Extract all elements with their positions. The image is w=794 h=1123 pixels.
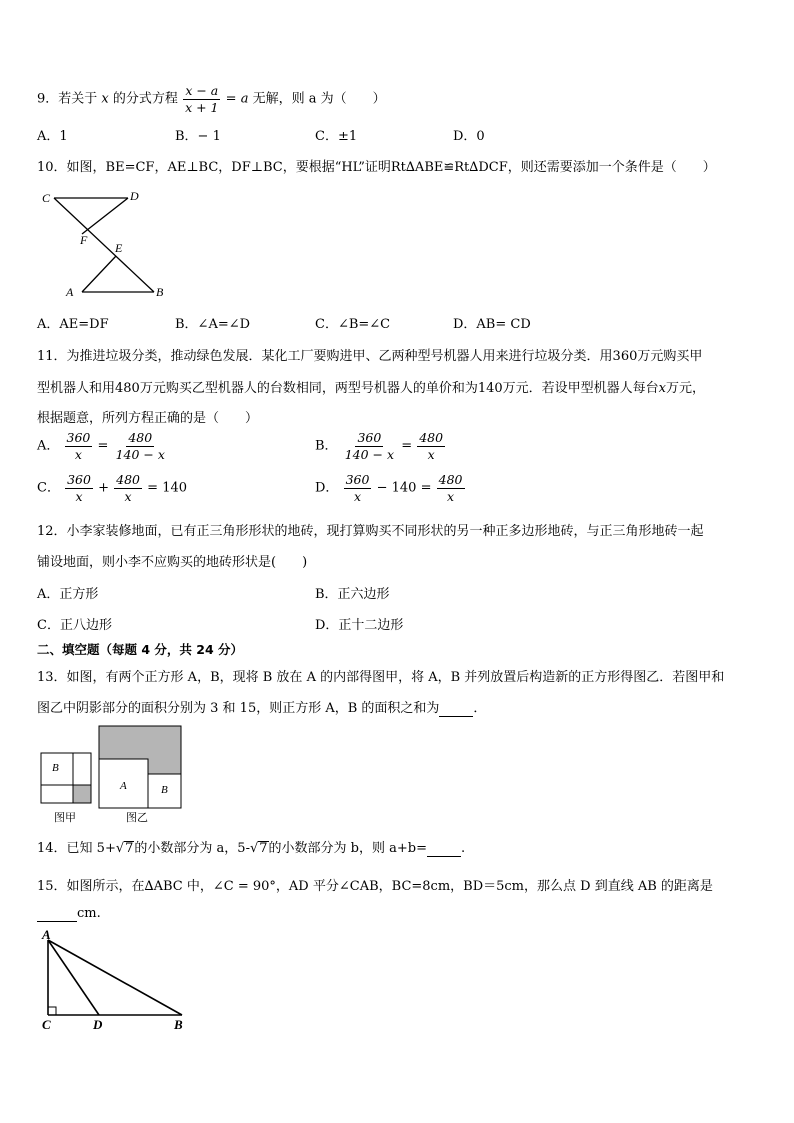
section-heading: 二、填空题（每题 4 分，共 24 分）	[37, 642, 244, 657]
q14-sqrt-sign-1: √	[115, 841, 125, 856]
q13-line-2	[37, 697, 486, 717]
q12-option-b: B．正六边形	[315, 587, 390, 602]
q11-c-op-2: =	[147, 480, 159, 496]
q15-side-ab	[48, 940, 182, 1015]
q12-line-1: 12．小李家装修地面，已有正三角形形状的地砖，现打算购买不同形状的另一种正多边形地砖，与正三角形地砖一起	[37, 524, 704, 539]
q10-option-d: D．AB= CD	[453, 317, 531, 332]
q15-label-b: B	[174, 1017, 183, 1032]
q11-a-frac-1	[65, 430, 93, 462]
q11-var-x: x	[658, 381, 666, 396]
q11-option-b-letter: B．	[315, 438, 338, 454]
q11-option-b	[315, 430, 446, 462]
q9-var-a: a	[240, 91, 249, 107]
q12-option-c: C．正八边形	[37, 618, 112, 633]
q11-d-op-2: =	[420, 480, 432, 496]
q9-text-1: 9．若关于	[37, 91, 98, 107]
q10-label-b: B	[156, 285, 164, 299]
q13-label-a2: A	[120, 780, 127, 792]
q11-option-c	[37, 472, 187, 504]
q10-option-b: B．∠A=∠D	[175, 317, 251, 332]
q11-option-d	[315, 472, 466, 504]
q10-line-df	[82, 198, 128, 234]
q11-c-frac-1	[65, 472, 93, 504]
q9-equals: =	[225, 91, 237, 107]
q11-a-frac-2	[114, 430, 167, 462]
q11-a-num-2: 480	[128, 430, 153, 445]
q11-option-d-letter: D．	[315, 480, 339, 496]
q11-line-1: 11．为推进垃圾分类，推动绿色发展．某化工厂要购进甲、乙两种型号机器人用来进行垃圾分类．用360万元购买甲	[37, 349, 703, 364]
q10-label-c: C	[42, 191, 51, 205]
q11-c-const: 140	[162, 480, 188, 496]
q11-line-3: 根据题意，所列方程正确的是（ ）	[37, 411, 259, 426]
q11-d-op-1: −	[376, 480, 388, 496]
q11-d-den-2: x	[447, 488, 455, 504]
q11-a-den-1: x	[74, 446, 82, 462]
q13-label-b1: B	[52, 762, 59, 774]
q13-line-1: 13．如图，有两个正方形 A，B，现将 B 放在 A 的内部得图甲，将 A，B 并列放置后构造新的正方形得图乙．若图甲和	[37, 670, 725, 685]
q14-stem	[37, 837, 465, 857]
q15-line-2-text: cm.	[77, 906, 101, 921]
q15-label-a: A	[42, 927, 51, 942]
q11-option-a-letter: A．	[37, 438, 60, 454]
q10-label-a: A	[66, 285, 74, 299]
q10-stem: 10．如图，BE=CF，AE⊥BC，DF⊥BC，要根据“HL”证明Rt∆ABE≌Rt∆DCF，则还需要添加一个条件是（ ）	[37, 160, 716, 175]
q13-line-2-text: 图乙中阴影部分的面积分别为 3 和 15，则正方形 A，B 的面积之和为	[37, 701, 440, 716]
q11-d-num-1: 360	[345, 472, 370, 487]
q10-line-cb	[54, 198, 154, 292]
q11-line-2-text: 型机器人和用480万元购买乙型机器人的台数相同，两型号机器人的单价和为140万元．若设甲型机器人每台	[37, 381, 659, 396]
q13-caption-yi: 图乙	[126, 812, 148, 823]
q11-b-den-1: 140 − x	[344, 446, 395, 462]
q13-caption-jia: 图甲	[54, 812, 76, 823]
q11-c-num-1: 360	[67, 472, 91, 487]
q9-option-a: A．1	[37, 129, 68, 144]
q11-line-2-end: 万元，	[665, 381, 705, 396]
q9-text-2: 的分式方程	[112, 91, 178, 107]
q11-b-num-2: 480	[419, 430, 444, 445]
q10-option-c: C．∠B=∠C	[315, 317, 391, 332]
q14-text-3: 的小数部分为 b，则 a+b=	[268, 841, 427, 856]
q11-a-num-1: 360	[66, 430, 91, 445]
q14-text-1: 14．已知 5+	[37, 841, 116, 856]
q11-line-2	[37, 377, 705, 396]
q10-figure	[36, 186, 176, 304]
q15-bisector-ad	[48, 940, 99, 1015]
q15-answer-blank[interactable]	[37, 906, 77, 922]
q15-line-2	[37, 906, 101, 922]
q12-line-2: 铺设地面，则小李不应购买的地砖形状是( )	[37, 555, 308, 570]
q11-d-const: 140	[391, 480, 417, 496]
q13-label-b2: B	[161, 784, 168, 796]
q11-b-num-1: 360	[357, 430, 382, 445]
q11-d-den-1: x	[353, 488, 362, 504]
q11-option-a	[37, 430, 168, 462]
q10-label-d: D	[130, 189, 139, 203]
q15-label-d: D	[93, 1017, 103, 1032]
q11-d-num-2: 480	[438, 472, 463, 487]
q13-figure	[38, 723, 188, 823]
q14-answer-blank[interactable]	[427, 841, 461, 857]
q14-radicand-2: 7	[259, 841, 268, 856]
q15-line-1: 15．如图所示，在∆ABC 中，∠C = 90°，AD 平分∠CAB，BC=8cm，BD＝5cm，那么点 D 到直线 AB 的距离是	[37, 879, 713, 894]
q13-jia-shaded	[73, 785, 91, 803]
q11-d-frac-1	[344, 472, 372, 504]
q15-figure	[36, 925, 196, 1035]
q9-stem	[37, 83, 386, 115]
q9-var-x: x	[101, 91, 109, 107]
q11-a-den-2: 140 − x	[115, 446, 165, 462]
q11-b-op: =	[401, 438, 413, 454]
q9-option-d: D．0	[453, 129, 485, 144]
q11-option-c-letter: C．	[37, 480, 60, 496]
q11-c-den-2: x	[124, 488, 132, 504]
q15-right-angle-mark	[48, 1007, 56, 1015]
q11-b-frac-1	[343, 430, 396, 462]
q11-d-frac-2	[437, 472, 465, 504]
q14-text-2: 的小数部分为 a，5-	[134, 841, 250, 856]
q10-option-a: A．AE=DF	[37, 317, 109, 332]
q9-option-b: B．− 1	[175, 129, 221, 144]
q11-c-op-1: +	[98, 480, 109, 496]
q12-option-a: A．正方形	[37, 587, 99, 602]
q10-label-e: E	[115, 241, 123, 255]
q14-text-4: .	[461, 841, 466, 856]
q10-line-ae	[82, 256, 116, 292]
q9-frac-num: x − a	[185, 83, 219, 98]
q15-label-c: C	[42, 1017, 51, 1032]
q9-fraction	[183, 83, 220, 115]
q13-line-2-end: ．	[473, 701, 487, 716]
q11-b-den-2: x	[427, 446, 435, 462]
q14-radicand-1: 7	[125, 841, 134, 856]
q13-answer-blank[interactable]	[439, 701, 473, 717]
q11-a-op: =	[97, 438, 109, 454]
q11-c-num-2: 480	[116, 472, 140, 487]
q14-sqrt-sign-2: √	[249, 841, 259, 856]
q11-c-den-1: x	[75, 488, 83, 504]
q9-text-3: 无解，则 a 为（ ）	[252, 91, 386, 107]
q9-frac-den: x + 1	[185, 99, 219, 115]
q11-c-frac-2	[114, 472, 142, 504]
q10-label-f: F	[80, 233, 88, 247]
q12-option-d: D．正十二边形	[315, 618, 404, 633]
q11-b-frac-2	[417, 430, 445, 462]
q9-option-c: C．±1	[315, 129, 358, 144]
